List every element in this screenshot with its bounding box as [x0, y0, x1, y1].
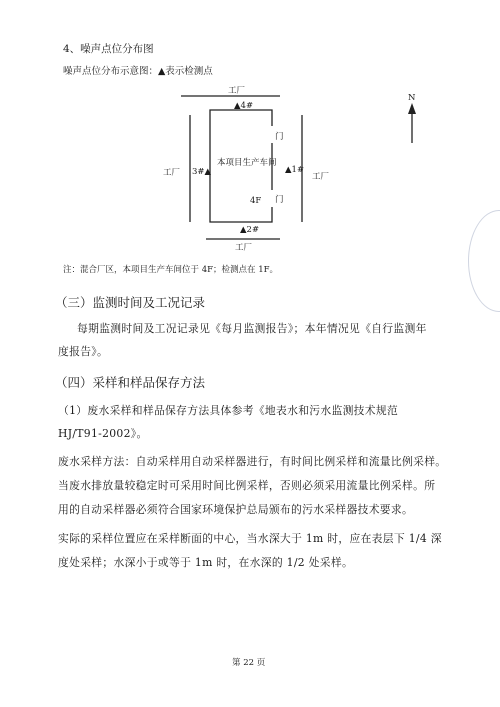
door-bottom-label: 门: [275, 195, 284, 205]
item1-line2: HJ/T91-2002》。: [58, 427, 148, 440]
page-number: 第 22 页: [232, 658, 266, 668]
building-label: 本项目生产车间: [217, 158, 277, 168]
method-line2: 当废水排放量较稳定时可采用时间比例采样，否则必须采用流量比例采样。所: [58, 479, 436, 492]
method-line3: 用的自动采样器必须符合国家环境保护总局颁布的污水采样器技术要求。: [58, 503, 414, 516]
floor-label: 4F: [250, 196, 262, 206]
top-factory-label: 工厂: [228, 86, 246, 96]
section-title: 4、噪声点位分布图: [63, 43, 154, 55]
point-3-label: 3#▲: [192, 167, 212, 177]
section4-heading: （四）采样和样品保存方法: [55, 375, 206, 390]
section3-para-line1: 每期监测时间及工况记录见《每月监测报告》；本年情况见《自行监测年: [77, 322, 427, 335]
bottom-factory-label: 工厂: [235, 243, 253, 253]
section3-para-line2: 度报告》。: [58, 345, 109, 358]
figure-caption: 噪声点位分布示意图：▲表示检测点: [63, 66, 213, 77]
right-factory-label: 工厂: [312, 172, 330, 182]
diagram-note: 注：混合厂区，本项目生产车间位于 4F；检测点在 1F。: [63, 265, 279, 275]
item1-line1: （1）废水采样和样品保存方法具体参考《地表水和污水监测技术规范: [58, 404, 399, 417]
door-top-label: 门: [275, 132, 284, 142]
point-1-label: ▲1#: [285, 165, 305, 175]
position-line2: 度处采样；水深小于或等于 1m 时，在水深的 1/2 处采样。: [58, 556, 354, 569]
method-line1: 废水采样方法：自动采样用自动采样器进行，有时间比例采样和流量比例采样。: [58, 455, 447, 468]
point-4-label: ▲4#: [234, 101, 254, 111]
point-2-label: ▲2#: [240, 225, 260, 235]
section3-heading: （三）监测时间及工况记录: [55, 295, 206, 310]
position-line1: 实际的采样位置应在采样断面的中心，当水深大于 1m 时，应在表层下 1/4 深: [58, 532, 442, 545]
north-label: N: [408, 93, 416, 103]
north-arrow-head: [408, 103, 416, 114]
left-factory-label: 工厂: [163, 168, 181, 178]
